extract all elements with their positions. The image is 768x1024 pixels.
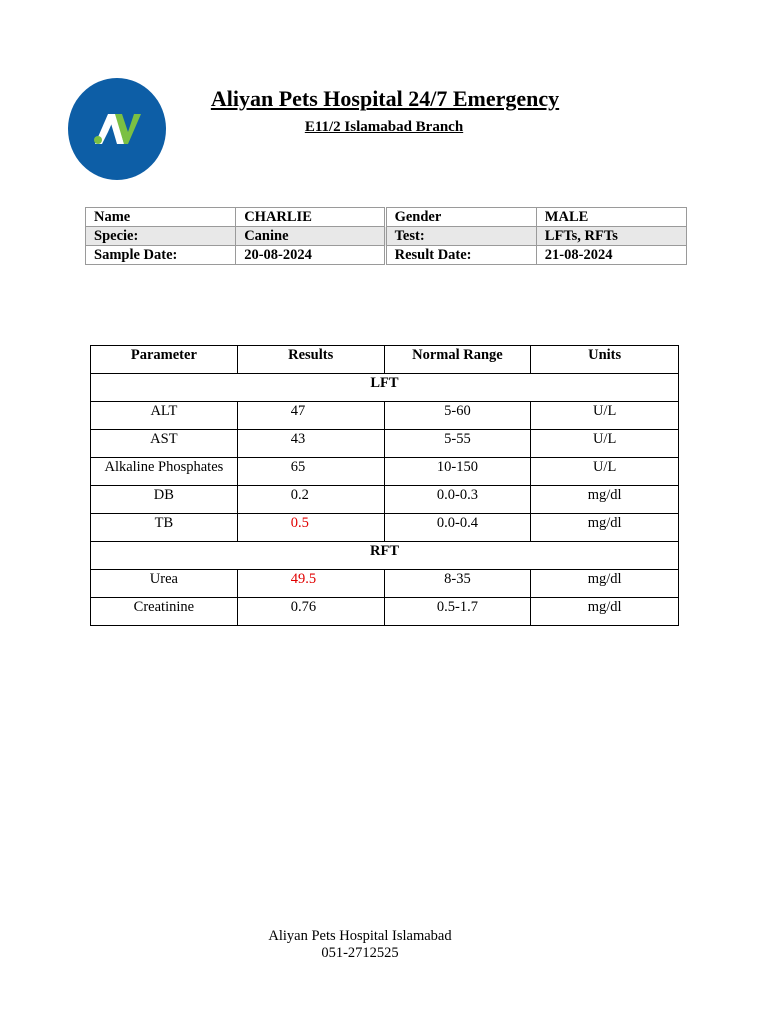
info-value: 21-08-2024: [536, 246, 686, 265]
parameter-cell: TB: [91, 514, 238, 542]
info-label: Test:: [385, 227, 536, 246]
info-label: Gender: [385, 208, 536, 227]
column-header: Units: [531, 346, 679, 374]
result-cell: 43: [237, 430, 384, 458]
column-header: Results: [237, 346, 384, 374]
result-cell: 0.2: [237, 486, 384, 514]
table-row: [91, 486, 679, 514]
table-row: [91, 430, 679, 458]
patient-info-row: [86, 246, 687, 265]
parameter-cell: Urea: [91, 570, 238, 598]
result-cell-flagged: 49.5: [237, 570, 384, 598]
branch-subtitle: E11/2 Islamabad Branch: [304, 119, 464, 135]
section-row: [91, 542, 679, 570]
range-cell: 0.5-1.7: [384, 598, 531, 626]
result-cell-flagged: 0.5: [237, 514, 384, 542]
parameter-cell: Alkaline Phosphates: [91, 458, 238, 486]
results-table: [90, 345, 679, 626]
parameter-cell: Creatinine: [91, 598, 238, 626]
range-cell: 5-55: [384, 430, 531, 458]
hospital-title: Aliyan Pets Hospital 24/7 Emergency: [210, 86, 560, 111]
table-row: [91, 598, 679, 626]
parameter-cell: DB: [91, 486, 238, 514]
range-cell: 8-35: [384, 570, 531, 598]
unit-cell: mg/dl: [531, 570, 679, 598]
table-row: [91, 402, 679, 430]
result-cell: 47: [237, 402, 384, 430]
info-value: Canine: [236, 227, 385, 246]
range-cell: 0.0-0.3: [384, 486, 531, 514]
unit-cell: mg/dl: [531, 514, 679, 542]
results-header-row: [91, 346, 679, 374]
range-cell: 5-60: [384, 402, 531, 430]
section-title: RFT: [91, 542, 679, 570]
table-row: [91, 570, 679, 598]
range-cell: 0.0-0.4: [384, 514, 531, 542]
info-label: Sample Date:: [86, 246, 236, 265]
footer-hospital-name: Aliyan Pets Hospital Islamabad: [268, 928, 452, 944]
footer: [0, 928, 720, 962]
column-header: Normal Range: [384, 346, 531, 374]
table-row: [91, 514, 679, 542]
info-value: MALE: [536, 208, 686, 227]
parameter-cell: ALT: [91, 402, 238, 430]
footer-phone: 051-2712525: [321, 945, 399, 961]
unit-cell: U/L: [531, 430, 679, 458]
unit-cell: U/L: [531, 402, 679, 430]
patient-info-table: [85, 207, 687, 265]
info-value: LFTs, RFTs: [536, 227, 686, 246]
info-label: Result Date:: [385, 246, 536, 265]
range-cell: 10-150: [384, 458, 531, 486]
result-cell: 0.76: [237, 598, 384, 626]
section-title: LFT: [91, 374, 679, 402]
column-header: Parameter: [91, 346, 238, 374]
info-value: CHARLIE: [236, 208, 385, 227]
table-row: [91, 458, 679, 486]
unit-cell: mg/dl: [531, 486, 679, 514]
patient-info-row: [86, 208, 687, 227]
info-label: Specie:: [86, 227, 236, 246]
info-label: Name: [86, 208, 236, 227]
parameter-cell: AST: [91, 430, 238, 458]
patient-info-row: [86, 227, 687, 246]
section-row: [91, 374, 679, 402]
unit-cell: mg/dl: [531, 598, 679, 626]
result-cell: 65: [237, 458, 384, 486]
unit-cell: U/L: [531, 458, 679, 486]
info-value: 20-08-2024: [236, 246, 385, 265]
